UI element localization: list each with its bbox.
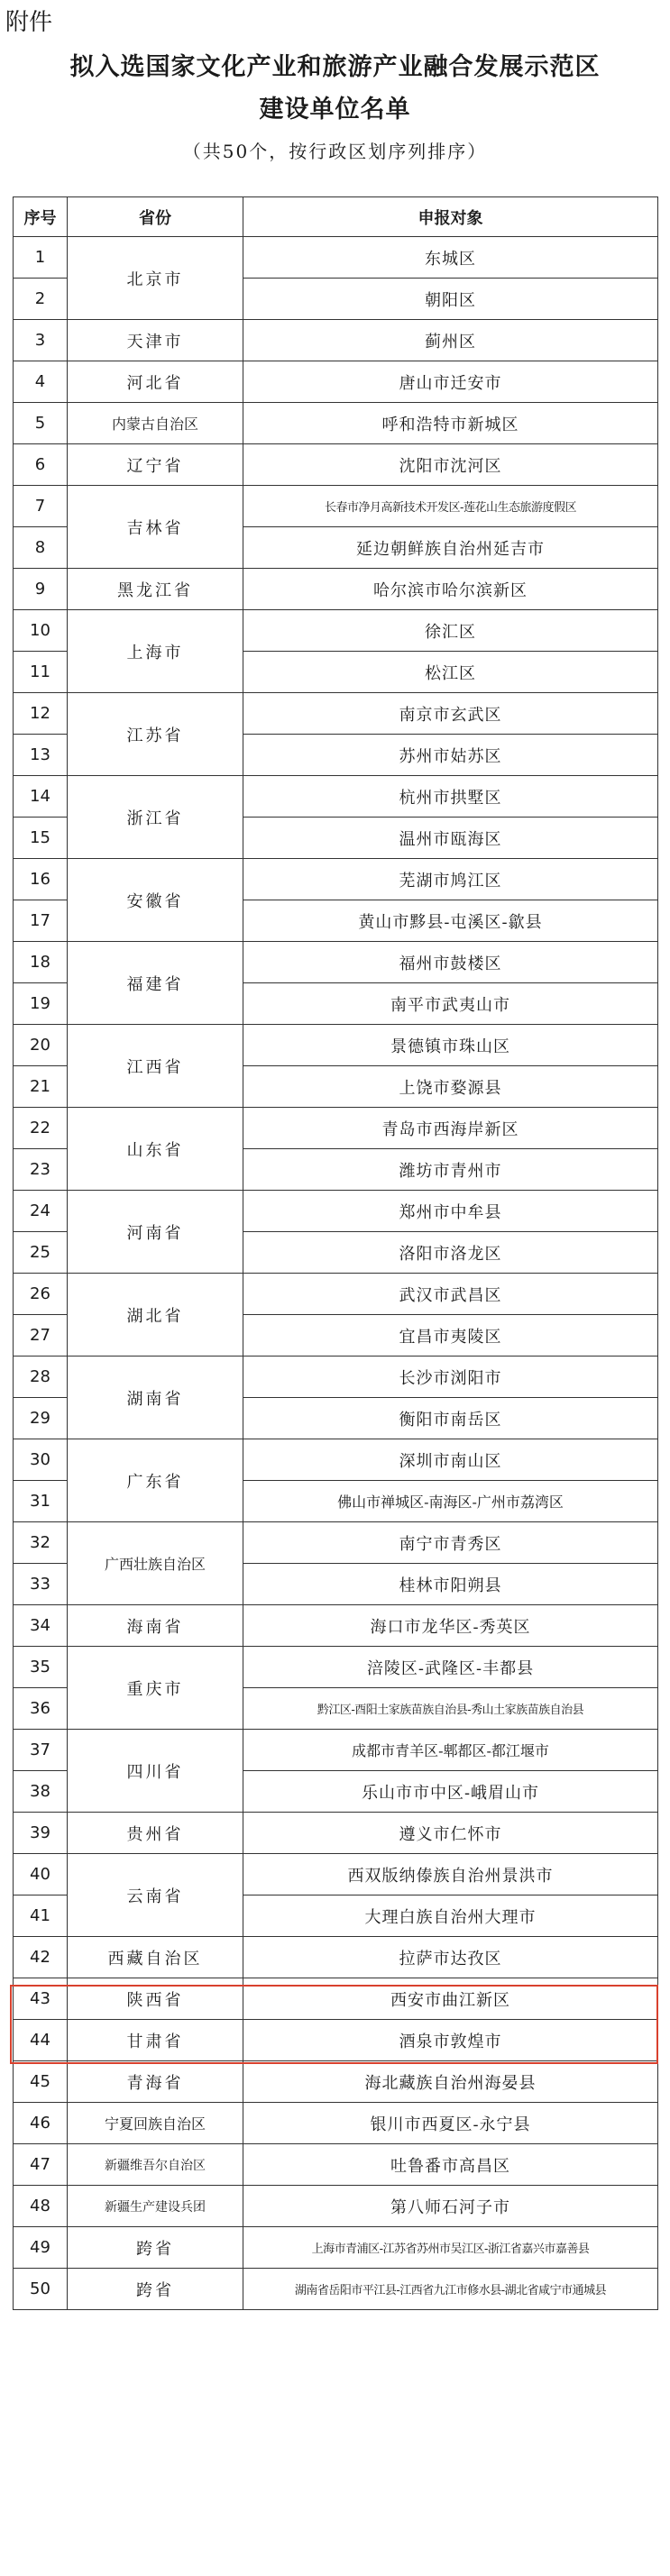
- attachment-label: 附件: [5, 9, 53, 36]
- demo-zone-table: [13, 196, 658, 2310]
- unit-cell: 海北藏族自治州海晏县: [243, 2061, 658, 2103]
- unit-cell: 第八师石河子市: [243, 2186, 658, 2227]
- province-cell: 黑龙江省: [68, 569, 243, 610]
- province-cell: 福建省: [68, 942, 243, 1025]
- table-body: [14, 237, 658, 2310]
- unit-cell: 南平市武夷山市: [243, 983, 658, 1025]
- row-number: 39: [14, 1813, 68, 1854]
- row-number: 27: [14, 1315, 68, 1357]
- table-row: [14, 320, 658, 361]
- table-row: [14, 2103, 658, 2144]
- table-row: [14, 237, 658, 279]
- province-cell: 陕西省: [68, 1978, 243, 2020]
- table-row: [14, 569, 658, 610]
- province-cell: 浙江省: [68, 776, 243, 859]
- table-row: [14, 1854, 658, 1895]
- province-cell: 新疆维吾尔自治区: [68, 2144, 243, 2186]
- table-row: [14, 1730, 658, 1771]
- province-cell: 跨省: [68, 2269, 243, 2310]
- table-row: [14, 2227, 658, 2269]
- unit-cell: 上海市青浦区-江苏省苏州市吴江区-浙江省嘉兴市嘉善县: [243, 2227, 658, 2269]
- row-number: 49: [14, 2227, 68, 2269]
- unit-cell: 洛阳市洛龙区: [243, 1232, 658, 1274]
- province-cell: 跨省: [68, 2227, 243, 2269]
- table-row: [14, 486, 658, 527]
- unit-cell: 桂林市阳朔县: [243, 1564, 658, 1605]
- column-header-province: 省份: [68, 197, 243, 237]
- unit-cell: 呼和浩特市新城区: [243, 403, 658, 444]
- row-number: 32: [14, 1522, 68, 1564]
- table-row: [14, 776, 658, 818]
- row-number: 22: [14, 1108, 68, 1149]
- row-number: 47: [14, 2144, 68, 2186]
- unit-cell: 徐汇区: [243, 610, 658, 652]
- column-header-number: 序号: [14, 197, 68, 237]
- unit-cell: 哈尔滨市哈尔滨新区: [243, 569, 658, 610]
- row-number: 1: [14, 237, 68, 279]
- province-cell: 山东省: [68, 1108, 243, 1191]
- row-number: 13: [14, 735, 68, 776]
- table-row: [14, 610, 658, 652]
- unit-cell: 东城区: [243, 237, 658, 279]
- unit-cell: 长沙市浏阳市: [243, 1357, 658, 1398]
- unit-cell: 深圳市南山区: [243, 1439, 658, 1481]
- table-row: [14, 1647, 658, 1688]
- province-cell: 海南省: [68, 1605, 243, 1647]
- row-number: 44: [14, 2020, 68, 2061]
- table-row: [14, 361, 658, 403]
- table-row: [14, 2186, 658, 2227]
- row-number: 7: [14, 486, 68, 527]
- unit-cell: 景德镇市珠山区: [243, 1025, 658, 1066]
- province-cell: 云南省: [68, 1854, 243, 1937]
- row-number: 23: [14, 1149, 68, 1191]
- row-number: 42: [14, 1937, 68, 1978]
- province-cell: 河南省: [68, 1191, 243, 1274]
- table-row: [14, 942, 658, 983]
- table-row: [14, 1025, 658, 1066]
- province-cell: 天津市: [68, 320, 243, 361]
- table-row: [14, 1605, 658, 1647]
- row-number: 35: [14, 1647, 68, 1688]
- province-cell: 北京市: [68, 237, 243, 320]
- row-number: 9: [14, 569, 68, 610]
- unit-cell: 延边朝鲜族自治州延吉市: [243, 527, 658, 569]
- table-row: [14, 2269, 658, 2310]
- table-row: [14, 1274, 658, 1315]
- row-number: 37: [14, 1730, 68, 1771]
- province-cell: 湖南省: [68, 1357, 243, 1439]
- unit-cell: 潍坊市青州市: [243, 1149, 658, 1191]
- table-row: [14, 1191, 658, 1232]
- document-title: 拟入选国家文化产业和旅游产业融合发展示范区: [69, 53, 601, 81]
- province-cell: 湖北省: [68, 1274, 243, 1357]
- table-row: [14, 1813, 658, 1854]
- row-number: 24: [14, 1191, 68, 1232]
- unit-cell: 蓟州区: [243, 320, 658, 361]
- unit-cell: 青岛市西海岸新区: [243, 1108, 658, 1149]
- province-cell: 上海市: [68, 610, 243, 693]
- unit-cell: 银川市西夏区-永宁县: [243, 2103, 658, 2144]
- unit-cell: 芜湖市鸠江区: [243, 859, 658, 900]
- row-number: 40: [14, 1854, 68, 1895]
- row-number: 4: [14, 361, 68, 403]
- unit-cell: 福州市鼓楼区: [243, 942, 658, 983]
- unit-cell: 佛山市禅城区-南海区-广州市荔湾区: [243, 1481, 658, 1522]
- unit-cell: 上饶市婺源县: [243, 1066, 658, 1108]
- province-cell: 宁夏回族自治区: [68, 2103, 243, 2144]
- table-row: [14, 693, 658, 735]
- province-cell: 辽宁省: [68, 444, 243, 486]
- province-cell: 安徽省: [68, 859, 243, 942]
- unit-cell: 唐山市迁安市: [243, 361, 658, 403]
- province-cell: 吉林省: [68, 486, 243, 569]
- unit-cell: 海口市龙华区-秀英区: [243, 1605, 658, 1647]
- province-cell: 重庆市: [68, 1647, 243, 1730]
- province-cell: 江苏省: [68, 693, 243, 776]
- province-cell: 广东省: [68, 1439, 243, 1522]
- row-number: 34: [14, 1605, 68, 1647]
- unit-cell: 黄山市黟县-屯溪区-歙县: [243, 900, 658, 942]
- row-number: 17: [14, 900, 68, 942]
- row-number: 31: [14, 1481, 68, 1522]
- province-cell: 四川省: [68, 1730, 243, 1813]
- row-number: 38: [14, 1771, 68, 1813]
- unit-cell: 涪陵区-武隆区-丰都县: [243, 1647, 658, 1688]
- row-number: 28: [14, 1357, 68, 1398]
- province-cell: 内蒙古自治区: [68, 403, 243, 444]
- row-number: 20: [14, 1025, 68, 1066]
- unit-cell: 大理白族自治州大理市: [243, 1895, 658, 1937]
- row-number: 15: [14, 818, 68, 859]
- unit-cell: 宜昌市夷陵区: [243, 1315, 658, 1357]
- row-number: 29: [14, 1398, 68, 1439]
- unit-cell: 拉萨市达孜区: [243, 1937, 658, 1978]
- unit-cell: 乐山市市中区-峨眉山市: [243, 1771, 658, 1813]
- row-number: 21: [14, 1066, 68, 1108]
- table-row: [14, 444, 658, 486]
- row-number: 6: [14, 444, 68, 486]
- unit-cell: 南宁市青秀区: [243, 1522, 658, 1564]
- unit-cell: 衡阳市南岳区: [243, 1398, 658, 1439]
- table-row: [14, 403, 658, 444]
- table-row: [14, 1978, 658, 2020]
- unit-cell: 武汉市武昌区: [243, 1274, 658, 1315]
- unit-cell: 黔江区-酉阳土家族苗族自治县-秀山土家族苗族自治县: [243, 1688, 658, 1730]
- table-row: [14, 1522, 658, 1564]
- table-row: [14, 1108, 658, 1149]
- row-number: 25: [14, 1232, 68, 1274]
- row-number: 45: [14, 2061, 68, 2103]
- row-number: 26: [14, 1274, 68, 1315]
- row-number: 12: [14, 693, 68, 735]
- unit-cell: 温州市瓯海区: [243, 818, 658, 859]
- row-number: 48: [14, 2186, 68, 2227]
- table-row: [14, 2061, 658, 2103]
- province-cell: 西藏自治区: [68, 1937, 243, 1978]
- row-number: 5: [14, 403, 68, 444]
- province-cell: 贵州省: [68, 1813, 243, 1854]
- table-row: [14, 2020, 658, 2061]
- unit-cell: 苏州市姑苏区: [243, 735, 658, 776]
- row-number: 10: [14, 610, 68, 652]
- document-subtitle: （共50个，按行政区划序列排序）: [182, 141, 488, 162]
- unit-cell: 遵义市仁怀市: [243, 1813, 658, 1854]
- row-number: 50: [14, 2269, 68, 2310]
- row-number: 46: [14, 2103, 68, 2144]
- province-cell: 广西壮族自治区: [68, 1522, 243, 1605]
- unit-cell: 吐鲁番市高昌区: [243, 2144, 658, 2186]
- unit-cell: 南京市玄武区: [243, 693, 658, 735]
- province-cell: 河北省: [68, 361, 243, 403]
- row-number: 8: [14, 527, 68, 569]
- unit-cell: 酒泉市敦煌市: [243, 2020, 658, 2061]
- province-cell: 新疆生产建设兵团: [68, 2186, 243, 2227]
- unit-cell: 湖南省岳阳市平江县-江西省九江市修水县-湖北省咸宁市通城县: [243, 2269, 658, 2310]
- table-row: [14, 1937, 658, 1978]
- row-number: 43: [14, 1978, 68, 2020]
- row-number: 19: [14, 983, 68, 1025]
- row-number: 18: [14, 942, 68, 983]
- unit-cell: 成都市青羊区-郫都区-都江堰市: [243, 1730, 658, 1771]
- unit-cell: 郑州市中牟县: [243, 1191, 658, 1232]
- row-number: 16: [14, 859, 68, 900]
- table-row: [14, 1357, 658, 1398]
- unit-cell: 杭州市拱墅区: [243, 776, 658, 818]
- row-number: 3: [14, 320, 68, 361]
- unit-cell: 朝阳区: [243, 279, 658, 320]
- column-header-unit: 申报对象: [243, 197, 658, 237]
- row-number: 11: [14, 652, 68, 693]
- row-number: 33: [14, 1564, 68, 1605]
- table-row: [14, 1439, 658, 1481]
- table-header-row: [14, 197, 658, 237]
- province-cell: 青海省: [68, 2061, 243, 2103]
- row-number: 30: [14, 1439, 68, 1481]
- row-number: 41: [14, 1895, 68, 1937]
- row-number: 14: [14, 776, 68, 818]
- unit-cell: 西双版纳傣族自治州景洪市: [243, 1854, 658, 1895]
- unit-cell: 长春市净月高新技术开发区-莲花山生态旅游度假区: [243, 486, 658, 527]
- table-row: [14, 2144, 658, 2186]
- unit-cell: 松江区: [243, 652, 658, 693]
- table-row: [14, 859, 658, 900]
- province-cell: 甘肃省: [68, 2020, 243, 2061]
- document-title-line2: 建设单位名单: [259, 96, 411, 123]
- unit-cell: 沈阳市沈河区: [243, 444, 658, 486]
- row-number: 2: [14, 279, 68, 320]
- province-cell: 江西省: [68, 1025, 243, 1108]
- unit-cell: 西安市曲江新区: [243, 1978, 658, 2020]
- row-number: 36: [14, 1688, 68, 1730]
